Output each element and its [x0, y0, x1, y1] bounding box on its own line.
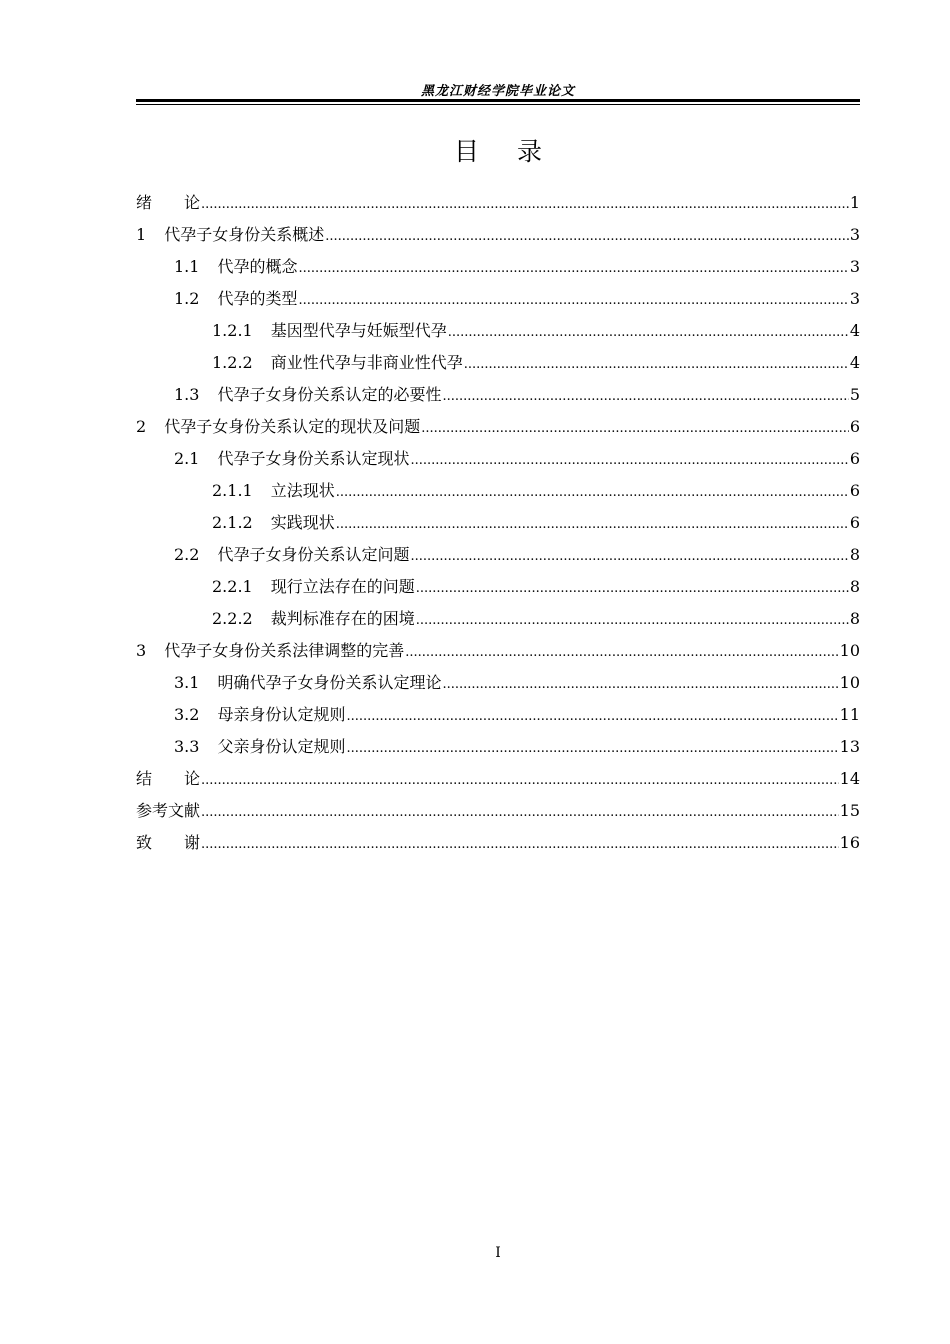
toc-leader-dots [201, 795, 839, 829]
toc-entry-page: 6 [849, 481, 860, 500]
toc-entry[interactable] [136, 251, 860, 283]
toc-entry-page: 15 [839, 801, 860, 820]
toc-entry[interactable] [136, 379, 860, 411]
toc-entry-number: 1.2.2 [212, 353, 253, 372]
toc-entry[interactable] [136, 603, 860, 635]
toc-entry-label: 实践现状 [270, 513, 335, 532]
toc-leader-dots [410, 443, 848, 477]
toc-entry-number: 1.2.1 [212, 321, 253, 340]
toc-entry-page: 6 [849, 417, 860, 436]
toc-entry-label: 代孕子女身份关系认定问题 [217, 545, 410, 564]
toc-leader-dots [346, 731, 838, 765]
toc-entry-label: 父亲身份认定规则 [217, 737, 346, 756]
toc-entry-page: 11 [839, 705, 860, 724]
toc-entry-page: 10 [839, 641, 860, 660]
toc-entry-number: 3.1 [174, 673, 200, 692]
toc-entry-number: 2.1.2 [212, 513, 253, 532]
toc-entry-label: 现行立法存在的问题 [270, 577, 415, 596]
page-number: I [495, 1245, 501, 1261]
toc-entry-label: 代孕子女身份关系法律调整的完善 [164, 641, 405, 660]
toc-entry[interactable] [136, 187, 860, 219]
toc-leader-dots [442, 379, 848, 413]
toc-entry-number: 2.1.1 [212, 481, 253, 500]
toc-leader-dots [325, 219, 849, 253]
toc-entry[interactable] [136, 795, 860, 827]
toc-entry-number: 1.3 [174, 385, 200, 404]
toc-entry[interactable] [136, 411, 860, 443]
header-rule-thin [136, 104, 860, 105]
toc-entry[interactable] [136, 731, 860, 763]
toc-entry-page: 8 [849, 609, 860, 628]
toc-entry[interactable] [136, 283, 860, 315]
toc-entry-label: 代孕的类型 [217, 289, 298, 308]
toc-entry-number: 2 [136, 417, 147, 436]
toc-entry[interactable] [136, 635, 860, 667]
toc-entry[interactable] [136, 443, 860, 475]
toc-entry[interactable] [136, 763, 860, 795]
header-rule-thick [136, 99, 860, 102]
toc-entry-label: 明确代孕子女身份关系认定理论 [217, 673, 442, 692]
toc-entry[interactable] [136, 539, 860, 571]
toc-entry[interactable] [136, 347, 860, 379]
toc-title: 目录 [453, 137, 580, 166]
toc-entry-number: 2.1 [174, 449, 200, 468]
toc-leader-dots [464, 347, 849, 381]
toc-entry[interactable] [136, 315, 860, 347]
toc-leader-dots [416, 571, 849, 605]
toc-leader-dots [410, 539, 848, 573]
toc-leader-dots [298, 251, 848, 285]
toc-entry[interactable] [136, 571, 860, 603]
toc-entry[interactable] [136, 699, 860, 731]
toc-entry-page: 6 [849, 513, 860, 532]
toc-entry-label: 绪 论 [136, 193, 201, 212]
toc-entry-label: 商业性代孕与非商业性代孕 [270, 353, 463, 372]
toc-leader-dots [336, 507, 849, 541]
toc-entry-number: 2.2 [174, 545, 200, 564]
toc-entry-page: 4 [849, 353, 860, 372]
toc-entry-number: 3.3 [174, 737, 200, 756]
toc-entry-label: 代孕的概念 [217, 257, 298, 276]
toc-entry-label: 母亲身份认定规则 [217, 705, 346, 724]
running-header: 黑龙江财经学院毕业论文 [420, 84, 575, 99]
toc-entry-number: 2.2.1 [212, 577, 253, 596]
toc-entry-number: 3.2 [174, 705, 200, 724]
toc-leader-dots [201, 827, 839, 861]
toc-leader-dots [336, 475, 849, 509]
toc-entry-label: 致 谢 [136, 833, 201, 852]
toc-leader-dots [448, 315, 849, 349]
toc-entry[interactable] [136, 219, 860, 251]
toc-entry-page: 10 [839, 673, 860, 692]
toc-entry-page: 1 [849, 193, 860, 212]
toc-entry-page: 3 [849, 225, 860, 244]
toc-entry-label: 代孕子女身份关系认定的现状及问题 [164, 417, 421, 436]
toc-leader-dots [442, 667, 838, 701]
toc-leader-dots [298, 283, 848, 317]
toc-entry-number: 1.1 [174, 257, 200, 276]
toc-leader-dots [201, 763, 839, 797]
toc-entry[interactable] [136, 507, 860, 539]
toc-entry[interactable] [136, 667, 860, 699]
toc-entry-page: 3 [849, 289, 860, 308]
toc-entry-page: 16 [839, 833, 860, 852]
toc-entry-label: 代孕子女身份关系概述 [164, 225, 325, 244]
toc-entry-number: 2.2.2 [212, 609, 253, 628]
toc-entry-page: 3 [849, 257, 860, 276]
toc-entry-page: 8 [849, 577, 860, 596]
toc-entry-label: 结 论 [136, 769, 201, 788]
toc-leader-dots [201, 187, 849, 221]
toc-entry-number: 1 [136, 225, 147, 244]
toc-entry[interactable] [136, 475, 860, 507]
toc-entry-label: 立法现状 [270, 481, 335, 500]
toc-entry-label: 裁判标准存在的困境 [270, 609, 415, 628]
toc-entry[interactable] [136, 827, 860, 859]
toc-entry-label: 代孕子女身份关系认定的必要性 [217, 385, 442, 404]
toc-entry-page: 5 [849, 385, 860, 404]
toc-entry-page: 8 [849, 545, 860, 564]
toc-entry-number: 1.2 [174, 289, 200, 308]
toc-entry-page: 14 [839, 769, 860, 788]
toc-leader-dots [405, 635, 838, 669]
toc-entry-page: 4 [849, 321, 860, 340]
toc-entry-page: 6 [849, 449, 860, 468]
toc-entry-label: 基因型代孕与妊娠型代孕 [270, 321, 447, 340]
toc-leader-dots [421, 411, 849, 445]
toc-entry-label: 参考文献 [136, 801, 201, 820]
toc-entry-number: 3 [136, 641, 147, 660]
toc-entry-label: 代孕子女身份关系认定现状 [217, 449, 410, 468]
table-of-contents [136, 187, 860, 859]
toc-leader-dots [346, 699, 838, 733]
toc-leader-dots [416, 603, 849, 637]
toc-entry-page: 13 [839, 737, 860, 756]
